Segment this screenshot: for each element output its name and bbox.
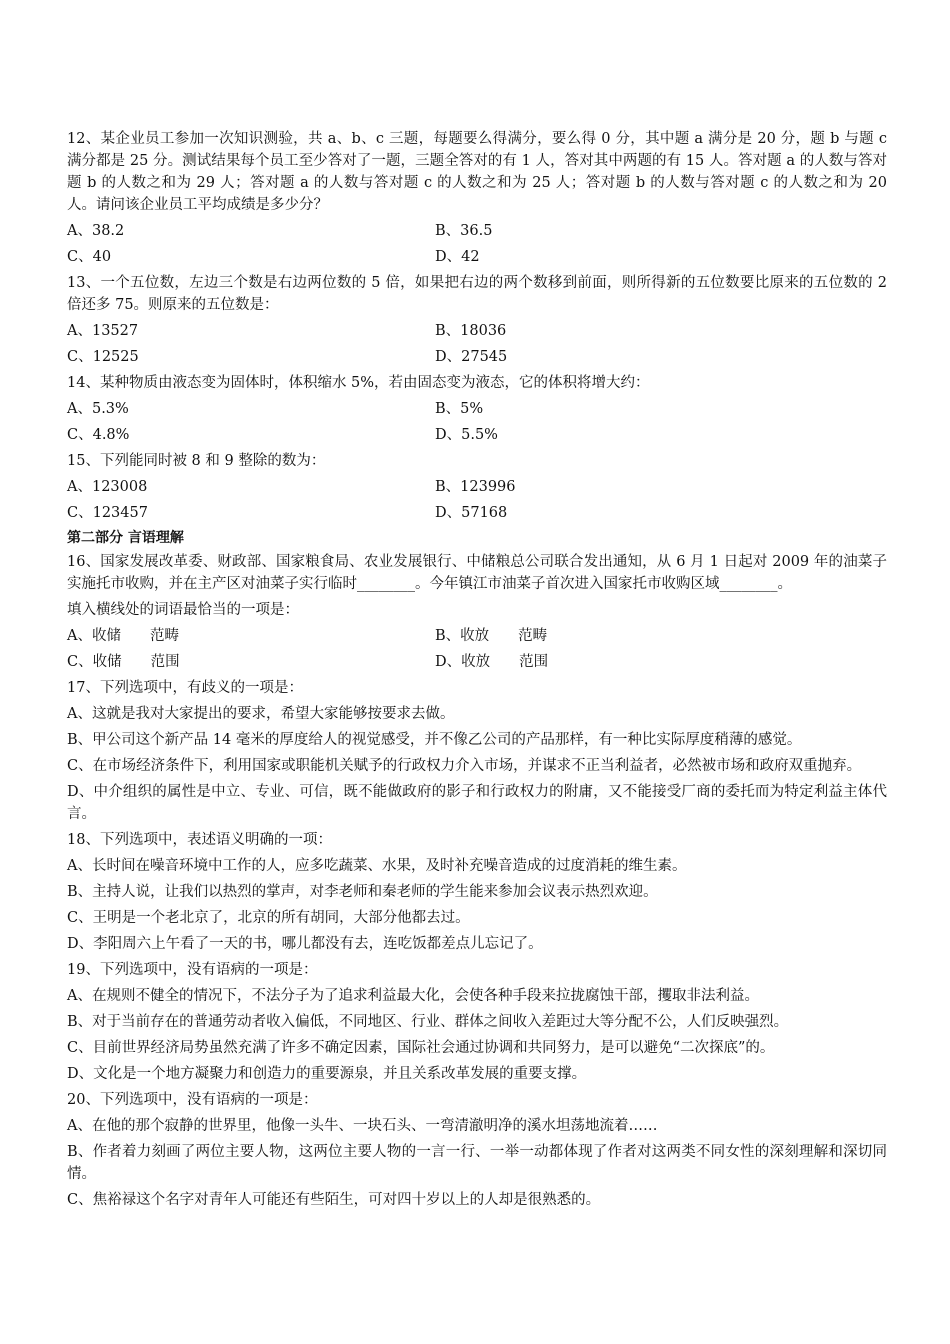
q16-options-row2 [67, 651, 887, 673]
q20-stem: 20、下列选项中，没有语病的一项是： [67, 1092, 318, 1108]
q17-stem: 17、下列选项中，有歧义的一项是： [67, 680, 303, 696]
q15-option-d: D、57168 [435, 505, 508, 521]
exam-page [67, 128, 887, 1215]
q17-option-b: B、甲公司这个新产品 14 毫米的厚度给人的视觉感受，并不像乙公司的产品那样，有一种比实际厚度稍薄的感觉。 [67, 732, 802, 748]
q19-option-c: C、目前世界经济局势虽然充满了许多不确定因素，国际社会通过协调和共同努力，是可以避免“二次探底”的。 [67, 1040, 775, 1056]
q16-option-c: C、收储 范围 [67, 654, 180, 670]
q15-options-row1 [67, 476, 887, 498]
q16-option-b: B、收放 范畴 [435, 628, 548, 644]
q14-option-b: B、5% [435, 401, 484, 417]
q15-stem: 15、下列能同时被 8 和 9 整除的数为： [67, 453, 326, 469]
q13-option-a: A、13527 [67, 323, 139, 339]
q14-options-row2 [67, 424, 887, 446]
q12-options-row1 [67, 220, 887, 242]
q18-stem: 18、下列选项中，表述语义明确的一项： [67, 832, 332, 848]
q20-option-a: A、在他的那个寂静的世界里，他像一头牛、一块石头、一弯清澈明净的溪水坦荡地流着…… [67, 1118, 658, 1134]
q16-options-row1 [67, 625, 887, 647]
q13-option-c: C、12525 [67, 349, 139, 365]
q18-option-c: C、王明是一个老北京了，北京的所有胡同，大部分他都去过。 [67, 910, 470, 926]
q20-option-b: B、作者着力刻画了两位主要人物，这两位主要人物的一言一行、一举一动都体现了作者对这两类不同女性的深刻理解和深切同情。 [67, 1144, 887, 1182]
q14-options-row1 [67, 398, 887, 420]
q12-options-row2 [67, 246, 887, 268]
q19-stem: 19、下列选项中，没有语病的一项是： [67, 962, 318, 978]
q20-option-c: C、焦裕禄这个名字对青年人可能还有些陌生，可对四十岁以上的人却是很熟悉的。 [67, 1192, 601, 1208]
q12-option-c: C、40 [67, 249, 112, 265]
q13-options-row2 [67, 346, 887, 368]
q13-options-row1 [67, 320, 887, 342]
q16-stem: 16、国家发展改革委、财政部、国家粮食局、农业发展银行、中储粮总公司联合发出通知，从 6 月 1 日起对 2009 年的油菜子实施托市收购，并在主产区对油菜子实行临时________。今年镇江市油菜子首次进入国家托市收购区域________。 [67, 554, 887, 592]
q15-option-c: C、123457 [67, 505, 148, 521]
q14-option-c: C、4.8% [67, 427, 130, 443]
q13-option-d: D、27545 [435, 349, 508, 365]
section-heading: 第二部分 言语理解 [67, 530, 184, 546]
q14-option-a: A、5.3% [67, 401, 129, 417]
q15-options-row2 [67, 502, 887, 524]
q19-option-d: D、文化是一个地方凝聚力和创造力的重要源泉，并且关系改革发展的重要支撑。 [67, 1066, 587, 1082]
q15-option-b: B、123996 [435, 479, 516, 495]
q13-stem: 13、一个五位数，左边三个数是右边两位数的 5 倍，如果把右边的两个数移到前面，则所得新的五位数要比原来的五位数的 2 倍还多 75。则原来的五位数是： [67, 275, 887, 313]
q18-option-b: B、主持人说，让我们以热烈的掌声，对李老师和秦老师的学生能来参加会议表示热烈欢迎。 [67, 884, 658, 900]
q19-option-b: B、对于当前存在的普通劳动者收入偏低，不同地区、行业、群体之间收入差距过大等分配不公，人们反映强烈。 [67, 1014, 789, 1030]
q18-option-a: A、长时间在噪音环境中工作的人，应多吃蔬菜、水果，及时补充噪音造成的过度消耗的维生素。 [67, 858, 687, 874]
q14-stem: 14、某种物质由液态变为固体时，体积缩水 5%，若由固态变为液态，它的体积将增大约： [67, 375, 650, 391]
q15-option-a: A、123008 [67, 479, 148, 495]
q17-option-c: C、在市场经济条件下，利用国家或职能机关赋予的行政权力介入市场，并谋求不正当利益者，必然被市场和政府双重抛弃。 [67, 758, 862, 774]
q16-option-a: A、收储 范畴 [67, 628, 179, 644]
q12-option-d: D、42 [435, 249, 480, 265]
q12-stem: 12、某企业员工参加一次知识测验，共 a、b、c 三题，每题要么得满分，要么得 0 分，其中题 a 满分是 20 分，题 b 与题 c 满分都是 25 分。测试结果每个员工至少答对了一题，三题全答对的有 1 人，答对其中两题的有 15 人。答对题 a 的人数与答对题 b 的人数之和为 29 人；答对题 a 的人数与答对题 c 的人数之和为 25 人；答对题 b 的人数与答对题 c 的人数之和为 20 人。请问该企业员工平均成绩是多少分？ [67, 131, 887, 213]
q16-prompt: 填入横线处的词语最恰当的一项是： [67, 602, 299, 618]
q17-option-d: D、中介组织的属性是中立、专业、可信，既不能做政府的影子和行政权力的附庸，又不能接受厂商的委托而为特定利益主体代言。 [67, 784, 887, 822]
q12-option-b: B、36.5 [435, 223, 493, 239]
q16-option-d: D、收放 范围 [435, 654, 549, 670]
q13-option-b: B、18036 [435, 323, 507, 339]
q17-option-a: A、这就是我对大家提出的要求，希望大家能够按要求去做。 [67, 706, 455, 722]
q18-option-d: D、李阳周六上午看了一天的书，哪儿都没有去，连吃饭都差点儿忘记了。 [67, 936, 543, 952]
q19-option-a: A、在规则不健全的情况下，不法分子为了追求利益最大化，会使各种手段来拉拢腐蚀干部，攫取非法利益。 [67, 988, 759, 1004]
q12-option-a: A、38.2 [67, 223, 125, 239]
q14-option-d: D、5.5% [435, 427, 498, 443]
